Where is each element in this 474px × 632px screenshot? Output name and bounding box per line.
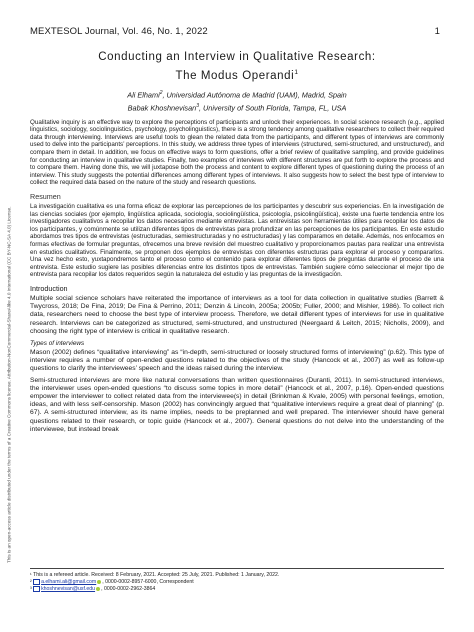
footnote-2-mark: ² [30,579,34,586]
license-text: This is an open-access article distributed under the terms of a Creative Commons license. Attribution-NonCommercial-ShareAlike 4.0 International (CC BY-NC-SA 4.0) License. [6,206,12,564]
footnotes [30,568,444,593]
types-paragraph-2: Semi-structured interviews are more like natural conversations than written questionnaires (Duranti, 2011). In semi-structured interviews, the interviewer uses open-ended questions “to discuss some topics in more detail” (Hancock et al., 2007, p.16). Open-ended questions empower the interviewer to collect related data from the interviewee(s) in detail (Brinkman & Kvale, 2005) with personal feelings, emotion, ideas, and with less self-censorship. Mason (2002) has convincingly argued that “qualitative interviews require a great deal of planning” (p. 67). A semi-structured interview, as its name implies, needs to be preplanned and well prepared. The interviewer should have general questions related to their research, or topic guide (Hancock et al., 2007). General questions do not delve into the understanding of the interviewee, but instead break [30,376,444,433]
author-1 [30,88,444,101]
author-2-affiliation: , University of South Florida, Tampa, FL, USA [198,103,347,113]
resumen-text: La investigación cualitativa es una forma eficaz de explorar las percepciones de los participantes y descubrir sus experiencias. En la investigación de las ciencias sociales (por ejemplo, lingüística aplicada, sociología, sociolingüística, psicología, psicolingüística), existe una fuerte tendencia entre los investigadores cualitativos a recopilar los datos necesarios mediante entrevistas. Las entrevistas son herramientas útiles para recopilar los datos de los participantes, y comúnmente se utilizan diferentes tipos de entrevistas para profundizar en las percepciones de los participantes. En este estudio abordamos tres tipos de entrevistas (estructuradas, semiestructuradas y no estructuradas) y las comparamos en detalle. Además, nos enfocamos en formas efectivas de formular preguntas, ofrecemos una breve revisión del muestreo cualitativo y proporcionamos pautas para realizar una entrevista en estudios cualitativos. Finalmente, se proponen dos ejemplos de entrevistas con diferentes estructuras para explorar el proceso y compararlos. Una vez hecho esto, yuxtapondremos tanto el proceso como el contenido para explorar diferentes tipos de preguntas durante el proceso de una entrevista. Este estudio sugiere las posibles diferencias entre los distintos tipos de entrevistas. También sugiere cómo seleccionar el mejor tipo de entrevista para recopilar los datos requeridos según la naturaleza del estudio y las preguntas de la investigación. [30,203,444,279]
orcid-icon[interactable] [97,580,101,584]
title-line-2: The Modus Operandi [175,69,295,82]
footnote-3-rest: , 0000-0002-2962-3864 [101,586,156,593]
email-icon [33,579,40,585]
title-footnote-mark[interactable]: 1 [294,69,299,76]
author-list [30,88,444,114]
footnote-3-email-link[interactable]: khoshnevisan@usf.edu [41,586,96,593]
page-number: 1 [434,26,440,37]
footnote-3-mark: ³ [30,586,34,593]
intro-heading: Introduction [30,283,68,293]
types-paragraph-1: Mason (2002) defines “qualitative interviewing” as “in-depth, semi-structured or loosely structured forms of interviewing” (p.62). This type of interview requires a number of open-ended questions related to the objectives of the study (Hancock et al., 2007) as well as follow-up questions to clarify the interviewees’ speech and the ideas raised during the interview. [30,348,444,373]
footnote-1-text: This is a refereed article. Received: 8 February, 2021. Accepted: 25 July, 2021. Published: 1 January, 2022. [33,572,280,578]
abstract-text: Qualitative inquiry is an effective way to explore the perceptions of participants and unlock their experiences. In social science research (e.g., applied linguistics, sociology, sociolinguistics, psychology, psycholinguistics), there is a strong tendency among qualitative researchers to collect their required data through interviewing. Interviews are useful tools to glean the related data from the participants, and different types of interviews are commonly used to delve into the participants’ perceptions. In this study, we address three types of interviews (structured, semi-structured, and unstructured), and compare them in detail. In addition, we focus on effective ways to form questions, offer a brief review of qualitative sampling, and provide guidelines for conducting an interview in qualitative studies. Finally, two examples of interviews with different structures are put forth to explore the process and to compare them. Having done this, we will juxtapose both the process and content to explore different types of questioning during the process of an interview. This study suggests the potential differences among different types of interviews. It also suggests how to select the best type of interview to collect the required data based on the nature of the study and research questions. [30,118,444,187]
author-1-name: Ali Elhami [127,90,160,100]
body-text [30,284,444,434]
types-heading: Types of interviews [30,339,85,347]
author-1-footnote-mark[interactable]: 2 [159,89,163,96]
journal-citation: MEXTESOL Journal, Vol. 46, No. 1, 2022 [30,26,208,37]
orcid-icon[interactable] [96,587,100,591]
email-icon [33,586,40,592]
running-header [30,26,440,37]
footnote-2 [30,579,444,586]
title-line-1: Conducting an Interview in Qualitative Research: [98,51,376,63]
author-2-name: Babak Khoshnevisan [127,103,197,113]
resumen-heading: Resumen [30,192,61,202]
footnote-2-rest: , 0000-0002-8957-6000, Correspondent [102,579,194,586]
footnote-2-email-link[interactable]: a.elhami.ali@gmail.com [41,579,97,586]
article-content [30,50,444,437]
author-2-footnote-mark[interactable]: 3 [196,102,199,109]
title-line-2-wrap [30,65,444,84]
article-title [30,50,444,84]
footnote-1-mark: ¹ [30,572,34,578]
intro-paragraph: Multiple social science scholars have reiterated the importance of interviews as a tool for data collection in qualitative studies (Barrett & Twycross, 2018; De Fina, 2019; De Fina & Perrino, 2011; Denzin & Lincoln, 2005a; 2005b; Fuller, 2000; and Mishler, 1986). To collect rich data, researchers need to choose the best type of interview process. Therefore, we detail different types of interviews for use in qualitative research. Interviews can be categorized as structured, semi-structured, and unstructured (Neergaard & Leitch, 2015; Nicholls, 2009), and choosing the right type of interview is critical in qualitative research. [30,294,444,335]
footnote-3 [30,586,444,593]
author-2 [30,101,444,114]
author-1-affiliation: , Universidad Autónoma de Madrid (UAM), Madrid, Spain [162,90,347,100]
license-side-note [2,150,16,620]
footnote-1 [30,572,444,579]
